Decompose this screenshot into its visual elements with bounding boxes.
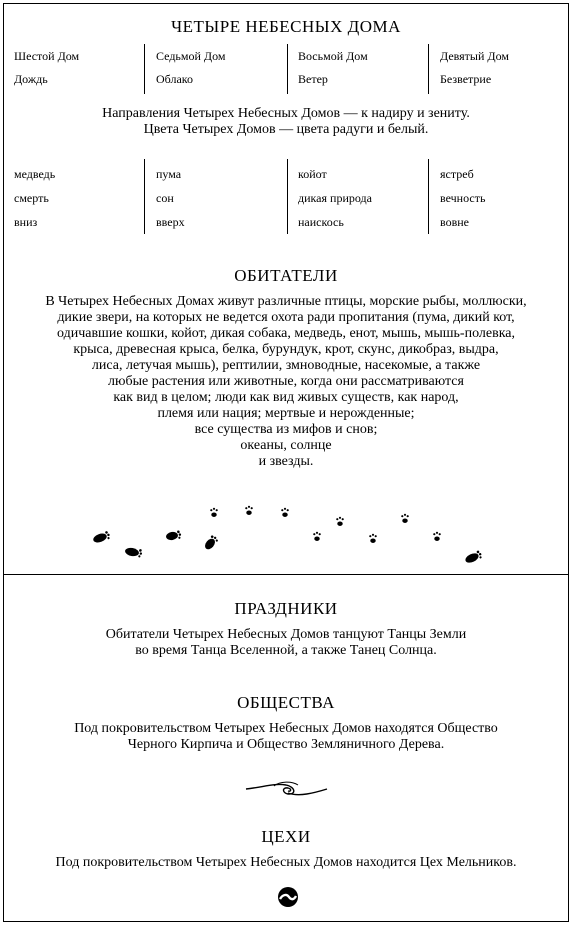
house-weather: Дождь bbox=[14, 72, 48, 86]
text-line: крыса, древесная крыса, белка, бурундук, крот, скунс, дикобраз, выдра, bbox=[73, 342, 499, 357]
houses-weather-table bbox=[4, 44, 568, 94]
animal-tracks-icon bbox=[4, 494, 570, 569]
text-line: одичавшие кошки, койот, дикая собака, медведь, енот, мышь, мышь-полевка, bbox=[56, 326, 515, 341]
text-line: как вид в целом; люди как вид живых существ, как народ, bbox=[113, 390, 459, 405]
houses-attributes-table bbox=[4, 159, 568, 234]
house-name: Девятый Дом bbox=[440, 49, 509, 63]
guilds-title: ЦЕХИ bbox=[261, 827, 311, 846]
text-line: океаны, солнце bbox=[240, 438, 332, 453]
inhabitants-paragraph bbox=[4, 294, 568, 470]
text-line: племя или нация; мертвые и нерожденные; bbox=[157, 406, 415, 421]
house-weather: Безветрие bbox=[440, 72, 492, 86]
text-line: Цвета Четырех Домов — цвета радуги и белый. bbox=[143, 122, 429, 137]
house-weather: Ветер bbox=[298, 72, 328, 86]
customs-panel bbox=[3, 574, 569, 922]
text-line: Черного Кирпича и Общество Земляничного Дерева. bbox=[127, 737, 445, 752]
house-animal: койот bbox=[298, 167, 327, 181]
text-line: Обитатели Четырех Небесных Домов танцуют Танцы Земли bbox=[105, 627, 467, 642]
column-divider bbox=[287, 44, 288, 94]
houses-title: ЧЕТЫРЕ НЕБЕСНЫХ ДОМА bbox=[171, 17, 401, 36]
societies-title: ОБЩЕСТВА bbox=[237, 693, 335, 712]
house-animal: ястреб bbox=[440, 167, 474, 181]
house-animal: медведь bbox=[14, 167, 56, 181]
text-line: дикие звери, на которых не ведется охота ради пропитания (пума, дикий кот, bbox=[57, 310, 515, 325]
house-direction: вниз bbox=[14, 215, 38, 229]
house-weather: Облако bbox=[156, 72, 194, 86]
column-divider bbox=[144, 159, 145, 234]
house-concept: дикая природа bbox=[298, 191, 372, 205]
festivals-title: ПРАЗДНИКИ bbox=[234, 599, 338, 618]
text-line: во время Танца Вселенной, а также Танец Солнца. bbox=[135, 643, 437, 658]
spiral-ornament-icon bbox=[244, 777, 329, 801]
text-line: и звезды. bbox=[258, 454, 314, 469]
house-name: Восьмой Дом bbox=[298, 49, 368, 63]
house-name: Шестой Дом bbox=[14, 49, 80, 63]
text-line: все существа из мифов и снов; bbox=[194, 422, 378, 437]
text-line: Под покровительством Четырех Небесных Домов находится Цех Мельников. bbox=[55, 855, 517, 870]
wave-symbol-icon bbox=[277, 886, 299, 908]
house-name: Седьмой Дом bbox=[156, 49, 226, 63]
text-line: Под покровительством Четырех Небесных Домов находятся Общество bbox=[74, 721, 498, 736]
houses-panel bbox=[3, 3, 569, 575]
text-line: В Четырех Небесных Домах живут различные птицы, морские рыбы, моллюски, bbox=[45, 294, 527, 309]
house-concept: сон bbox=[156, 191, 174, 205]
directions-paragraph bbox=[4, 106, 568, 138]
text-line: любые растения или животные, когда они рассматриваются bbox=[108, 374, 464, 389]
column-divider bbox=[287, 159, 288, 234]
column-divider bbox=[428, 159, 429, 234]
house-direction: вверх bbox=[156, 215, 185, 229]
house-animal: пума bbox=[156, 167, 182, 181]
column-divider bbox=[144, 44, 145, 94]
column-divider bbox=[428, 44, 429, 94]
festivals-paragraph bbox=[4, 627, 568, 659]
house-concept: смерть bbox=[14, 191, 49, 205]
house-concept: вечность bbox=[440, 191, 486, 205]
inhabitants-title: ОБИТАТЕЛИ bbox=[234, 266, 338, 285]
text-line: Направления Четырех Небесных Домов — к надиру и зениту. bbox=[102, 106, 470, 121]
text-line: лиса, летучая мышь), рептилии, змноводные, насекомые, а также bbox=[91, 358, 481, 373]
house-direction: вовне bbox=[440, 215, 469, 229]
societies-paragraph bbox=[4, 721, 568, 753]
guilds-paragraph bbox=[4, 855, 568, 871]
house-direction: наискось bbox=[298, 215, 344, 229]
